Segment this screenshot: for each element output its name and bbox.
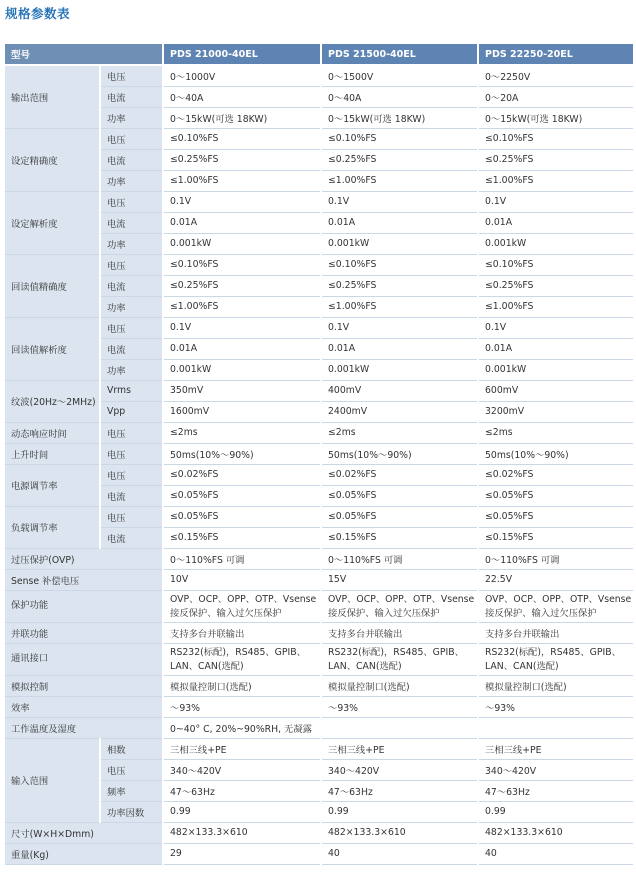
spec-value: 350mV xyxy=(163,380,321,401)
row-subcategory: 相数 xyxy=(100,738,163,759)
spec-value: ～93% xyxy=(478,696,634,717)
spec-value: 10V xyxy=(163,569,321,590)
row-category: 尺寸(W×H×Dmm) xyxy=(5,822,163,843)
spec-value: ≤0.25%FS xyxy=(478,149,634,170)
row-subcategory: 电压 xyxy=(100,443,163,464)
spec-value: RS232(标配)，RS485、GPIB、LAN、CAN(选配) xyxy=(478,643,634,675)
spec-value: 482×133.3×610 xyxy=(163,822,321,843)
row-subcategory: 电流 xyxy=(100,275,163,296)
row-subcategory: 功率 xyxy=(100,107,163,128)
spec-value: ≤0.05%FS xyxy=(321,485,478,506)
spec-value: ≤1.00%FS xyxy=(321,296,478,317)
spec-value: 0.001kW xyxy=(321,233,478,254)
spec-value: 0～15kW(可选 18KW) xyxy=(478,107,634,128)
spec-table xyxy=(5,44,635,865)
spec-value: 47～63Hz xyxy=(163,780,321,801)
spec-value: ≤0.05%FS xyxy=(478,485,634,506)
spec-value: 0.01A xyxy=(321,338,478,359)
spec-value: 模拟量控制口(选配) xyxy=(478,675,634,696)
spec-value: ≤0.10%FS xyxy=(321,128,478,149)
spec-value: ≤0.15%FS xyxy=(321,527,478,548)
row-category: 通讯接口 xyxy=(5,643,163,675)
spec-value: ≤0.10%FS xyxy=(478,254,634,275)
spec-value: 0.01A xyxy=(321,212,478,233)
spec-value: OVP、OCP、OPP、OTP、Vsense 接反保护、输入过欠压保护 xyxy=(163,590,321,622)
spec-value: ≤0.25%FS xyxy=(478,275,634,296)
row-category: 效率 xyxy=(5,696,163,717)
row-subcategory: 功率 xyxy=(100,170,163,191)
table-row xyxy=(5,801,634,822)
spec-value: ≤0.02%FS xyxy=(321,464,478,485)
model-header: PDS 21500-40EL xyxy=(321,44,478,65)
spec-value: 支持多台并联输出 xyxy=(321,622,478,643)
spec-value: 0～110%FS 可调 xyxy=(321,548,478,569)
row-category: Sense 补偿电压 xyxy=(5,569,163,590)
row-category: 设定精确度 xyxy=(5,128,100,191)
table-header-row xyxy=(5,44,634,65)
table-row xyxy=(5,822,634,843)
row-subcategory: 电压 xyxy=(100,759,163,780)
spec-value: ～93% xyxy=(321,696,478,717)
row-subcategory: 电压 xyxy=(100,254,163,275)
table-row xyxy=(5,738,634,759)
spec-value: 0.01A xyxy=(163,212,321,233)
row-subcategory: 电压 xyxy=(100,128,163,149)
spec-value: ≤2ms xyxy=(478,422,634,443)
spec-value: 0.001kW xyxy=(163,359,321,380)
row-category: 负载调节率 xyxy=(5,506,100,548)
spec-value: 1600mV xyxy=(163,401,321,422)
row-subcategory: 功率 xyxy=(100,233,163,254)
spec-value: ≤0.25%FS xyxy=(321,149,478,170)
spec-value: 3200mV xyxy=(478,401,634,422)
spec-value: ≤0.05%FS xyxy=(478,506,634,527)
spec-value: 40 xyxy=(478,843,634,864)
row-category: 模拟控制 xyxy=(5,675,163,696)
spec-value: 340～420V xyxy=(163,759,321,780)
spec-value: ≤0.05%FS xyxy=(163,506,321,527)
row-subcategory: 电压 xyxy=(100,464,163,485)
table-row xyxy=(5,464,634,485)
model-header: PDS 22250-20EL xyxy=(478,44,634,65)
spec-value: RS232(标配)，RS485、GPIB、LAN、CAN(选配) xyxy=(321,643,478,675)
spec-value: 0～1000V xyxy=(163,65,321,86)
row-subcategory: 电流 xyxy=(100,527,163,548)
spec-value: 2400mV xyxy=(321,401,478,422)
table-row xyxy=(5,548,634,569)
spec-value: OVP、OCP、OPP、OTP、Vsense 接反保护、输入过欠压保护 xyxy=(321,590,478,622)
row-subcategory: 电流 xyxy=(100,86,163,107)
spec-value: 模拟量控制口(选配) xyxy=(321,675,478,696)
row-subcategory: 功率因数 xyxy=(100,801,163,822)
spec-value: ≤0.25%FS xyxy=(321,275,478,296)
spec-value: 支持多台并联输出 xyxy=(163,622,321,643)
row-category: 输出范围 xyxy=(5,65,100,128)
row-subcategory: 电压 xyxy=(100,506,163,527)
spec-value: ≤0.15%FS xyxy=(163,527,321,548)
spec-value: ≤1.00%FS xyxy=(478,170,634,191)
table-row xyxy=(5,590,634,622)
spec-value: 0～20A xyxy=(478,86,634,107)
table-row xyxy=(5,759,634,780)
row-category: 回读值解析度 xyxy=(5,317,100,380)
table-row xyxy=(5,569,634,590)
spec-value: 50ms(10%～90%) xyxy=(321,443,478,464)
table-row xyxy=(5,254,634,275)
spec-value: 0～110%FS 可调 xyxy=(163,548,321,569)
table-row xyxy=(5,359,634,380)
spec-value: 40 xyxy=(321,843,478,864)
row-subcategory: 电压 xyxy=(100,317,163,338)
spec-value: 0.001kW xyxy=(163,233,321,254)
page-title: 规格参数表 xyxy=(5,6,71,21)
table-row xyxy=(5,191,634,212)
spec-value: ～93% xyxy=(163,696,321,717)
spec-value: 0~40° C, 20%~90%RH, 无凝露 xyxy=(163,717,634,738)
table-row xyxy=(5,527,634,548)
row-category: 动态响应时间 xyxy=(5,422,100,443)
spec-table-body xyxy=(5,65,634,864)
table-row xyxy=(5,780,634,801)
spec-value: 模拟量控制口(选配) xyxy=(163,675,321,696)
spec-value: 三相三线+PE xyxy=(478,738,634,759)
row-subcategory: 电流 xyxy=(100,485,163,506)
spec-value: ≤2ms xyxy=(321,422,478,443)
spec-value: 340～420V xyxy=(321,759,478,780)
table-row xyxy=(5,170,634,191)
spec-value: OVP、OCP、OPP、OTP、Vsense 接反保护、输入过欠压保护 xyxy=(478,590,634,622)
spec-value: 三相三线+PE xyxy=(321,738,478,759)
spec-value: 0.1V xyxy=(478,191,634,212)
spec-value: ≤0.05%FS xyxy=(321,506,478,527)
spec-value: 0.1V xyxy=(321,317,478,338)
table-row xyxy=(5,65,634,86)
spec-value: ≤0.15%FS xyxy=(478,527,634,548)
spec-value: ≤0.10%FS xyxy=(163,128,321,149)
spec-value: 400mV xyxy=(321,380,478,401)
row-subcategory: 电流 xyxy=(100,338,163,359)
spec-value: 0.001kW xyxy=(478,359,634,380)
spec-value: ≤0.25%FS xyxy=(163,275,321,296)
spec-value: 0～15kW(可选 18KW) xyxy=(163,107,321,128)
spec-value: 三相三线+PE xyxy=(163,738,321,759)
spec-value: 50ms(10%～90%) xyxy=(163,443,321,464)
row-category: 过压保护(OVP) xyxy=(5,548,163,569)
row-category: 工作温度及湿度 xyxy=(5,717,163,738)
table-row xyxy=(5,443,634,464)
model-label-header: 型号 xyxy=(5,44,163,65)
row-subcategory: 电流 xyxy=(100,149,163,170)
spec-value: 0～1500V xyxy=(321,65,478,86)
spec-value: 0.01A xyxy=(478,212,634,233)
table-row xyxy=(5,401,634,422)
table-row xyxy=(5,675,634,696)
spec-value: 0～110%FS 可调 xyxy=(478,548,634,569)
spec-value: 47～63Hz xyxy=(321,780,478,801)
spec-value: 0.1V xyxy=(163,191,321,212)
spec-value: 0～40A xyxy=(163,86,321,107)
spec-value: 50ms(10%～90%) xyxy=(478,443,634,464)
spec-value: 0～40A xyxy=(321,86,478,107)
table-row xyxy=(5,338,634,359)
table-row xyxy=(5,86,634,107)
spec-value: RS232(标配)，RS485、GPIB、LAN、CAN(选配) xyxy=(163,643,321,675)
spec-value: 29 xyxy=(163,843,321,864)
spec-value: 支持多台并联输出 xyxy=(478,622,634,643)
row-subcategory: 功率 xyxy=(100,296,163,317)
spec-value: 0.001kW xyxy=(478,233,634,254)
row-category: 纹波(20Hz～2MHz) xyxy=(5,380,100,422)
row-subcategory: 电流 xyxy=(100,212,163,233)
table-row xyxy=(5,696,634,717)
table-row xyxy=(5,422,634,443)
spec-value: ≤0.05%FS xyxy=(163,485,321,506)
spec-value: ≤0.10%FS xyxy=(321,254,478,275)
row-category: 重量(Kg) xyxy=(5,843,163,864)
spec-value: ≤2ms xyxy=(163,422,321,443)
spec-value: 0.001kW xyxy=(321,359,478,380)
table-row xyxy=(5,233,634,254)
table-row xyxy=(5,622,634,643)
spec-value: ≤1.00%FS xyxy=(478,296,634,317)
table-row xyxy=(5,380,634,401)
table-row xyxy=(5,843,634,864)
row-subcategory: 电压 xyxy=(100,422,163,443)
spec-value: ≤0.10%FS xyxy=(478,128,634,149)
spec-value: 0.99 xyxy=(478,801,634,822)
row-category: 输入范围 xyxy=(5,738,100,822)
table-row xyxy=(5,149,634,170)
spec-value: ≤0.02%FS xyxy=(163,464,321,485)
row-subcategory: 电压 xyxy=(100,191,163,212)
table-row xyxy=(5,275,634,296)
spec-value: 0.1V xyxy=(163,317,321,338)
table-row xyxy=(5,717,634,738)
spec-value: 0.1V xyxy=(478,317,634,338)
table-row xyxy=(5,317,634,338)
table-row xyxy=(5,212,634,233)
row-category: 并联功能 xyxy=(5,622,163,643)
spec-value: 0.01A xyxy=(163,338,321,359)
spec-value: 0.99 xyxy=(163,801,321,822)
table-row xyxy=(5,506,634,527)
spec-value: ≤0.10%FS xyxy=(163,254,321,275)
spec-value: ≤1.00%FS xyxy=(163,170,321,191)
spec-value: 600mV xyxy=(478,380,634,401)
spec-value: 0.01A xyxy=(478,338,634,359)
spec-value: 0～15kW(可选 18KW) xyxy=(321,107,478,128)
spec-value: 0～2250V xyxy=(478,65,634,86)
row-category: 保护功能 xyxy=(5,590,163,622)
table-row xyxy=(5,128,634,149)
spec-value: 15V xyxy=(321,569,478,590)
table-row xyxy=(5,485,634,506)
table-row xyxy=(5,296,634,317)
spec-value: 482×133.3×610 xyxy=(478,822,634,843)
row-category: 回读值精确度 xyxy=(5,254,100,317)
spec-value: ≤1.00%FS xyxy=(163,296,321,317)
spec-value: 22.5V xyxy=(478,569,634,590)
spec-value: ≤1.00%FS xyxy=(321,170,478,191)
table-row xyxy=(5,643,634,675)
spec-value: 482×133.3×610 xyxy=(321,822,478,843)
spec-value: 0.99 xyxy=(321,801,478,822)
row-subcategory: 电压 xyxy=(100,65,163,86)
spec-value: ≤0.25%FS xyxy=(163,149,321,170)
spec-value: 47～63Hz xyxy=(478,780,634,801)
row-category: 上升时间 xyxy=(5,443,100,464)
spec-value: ≤0.02%FS xyxy=(478,464,634,485)
row-category: 设定解析度 xyxy=(5,191,100,254)
row-subcategory: 频率 xyxy=(100,780,163,801)
row-category: 电源调节率 xyxy=(5,464,100,506)
row-subcategory: Vpp xyxy=(100,401,163,422)
row-subcategory: 功率 xyxy=(100,359,163,380)
row-subcategory: Vrms xyxy=(100,380,163,401)
spec-value: 340～420V xyxy=(478,759,634,780)
table-row xyxy=(5,107,634,128)
spec-value: 0.1V xyxy=(321,191,478,212)
model-header: PDS 21000-40EL xyxy=(163,44,321,65)
